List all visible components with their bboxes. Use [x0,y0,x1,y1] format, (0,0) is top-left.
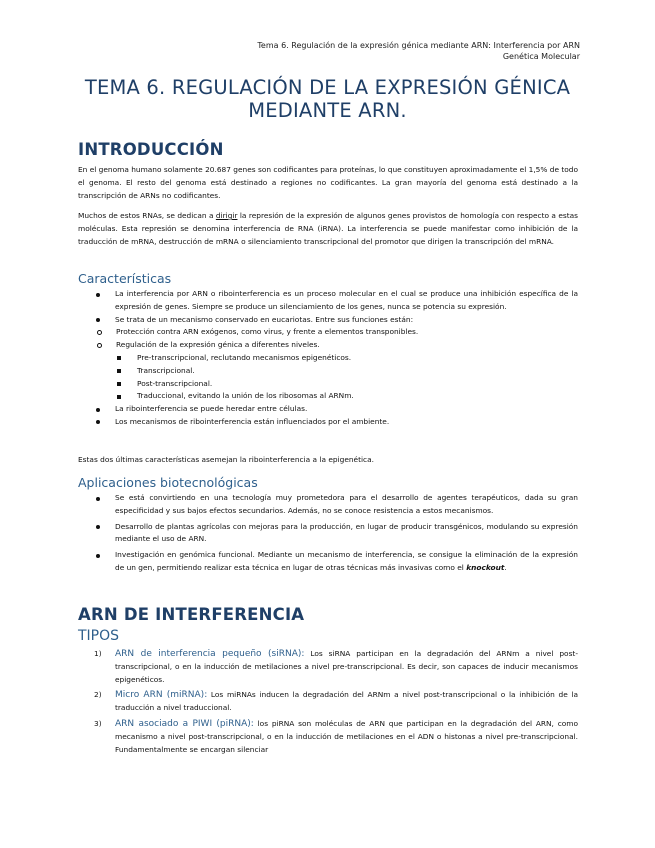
introduccion-paragraph-1: En el genoma humano solamente 20.687 genes son codificantes para proteínas, lo que constituyen aproximadamente el 1,5% de todo el genoma. El resto del genoma está destinado a regiones no codificantes. La gran mayoría del genoma está destinado a la transcripción de ARNs no codificantes. [78,165,578,200]
list-item: Investigación en genómica funcional. Mediante un mecanismo de interferencia, se consigue la eliminación de la expresión de un gen, permitiendo realizar esta técnica en lugar de otras técnicas más invasivas como el knockout. [78,549,578,575]
list-item: Transcripcional. [78,365,578,378]
knockout-term: knockout [466,562,505,572]
niveles-list [78,352,578,403]
tipos-heading: TIPOS [78,628,120,644]
list-item: Desarrollo de plantas agrícolas con mejoras para la producción, en lugar de producir transgénicos, modulando su expresión mediante el uso de ARN. [78,521,578,547]
document-title [70,76,585,122]
list-item: Pre-transcripcional, reclutando mecanismos epigenéticos. [78,352,578,365]
list-item: La interferencia por ARN o ribointerferencia es un proceso molecular en el cual se produce una inhibición específica de la expresión de genes. Siempre se produce un silenciamiento de los genes, nunca se potencia su expresión. [78,288,578,314]
list-item: Se está convirtiendo en una tecnología muy prometedora para el desarrollo de agentes terapéuticos, dada su gran especificidad y sus bajos efectos secundarios. Además, no se conoce resistencia a estos mecanismos. [78,492,578,518]
document-title-line1: TEMA 6. REGULACIÓN DE LA EXPRESIÓN GÉNICA [84,76,571,99]
list-item: Los mecanismos de ribointerferencia están influenciados por el ambiente. [78,416,578,429]
caracteristicas-heading: Características [78,271,172,286]
header-topic: Tema 6. Regulación de la expresión génica mediante ARN: Interferencia por ARN [257,41,580,50]
list-item: 3) ARN asociado a PIWI (piRNA): los piRNA son moléculas de ARN que participan en la degradación del ARN, como mecanismo a nivel post-transcripcional, o en la inducción de metilaciones en el ADN o histonas a nivel pre-transcripcional. Fundamentalmente se encargan silenciar [94,718,579,754]
page-header [160,40,580,62]
item-number: 3) [94,718,102,728]
list-item: 1) ARN de interferencia pequeño (siRNA): Los siRNA participan en la degradación del ARNm a nivel post-transcripcional, o en la inducción de metilaciones a nivel pre-transcripcional. Es decir, son capaces de inducir mecanismos epigenéticos. [94,649,578,684]
term-pirna: ARN asociado a PIWI (piRNA): [115,718,254,729]
term-mirna: Micro ARN (miRNA): [115,690,208,701]
item-number: 2) [94,690,102,700]
list-item: Se trata de un mecanismo conservado en eucariotas. Entre sus funciones están: Protección contra ARN exógenos, como virus, y frente a elementos transponibles. Regulación de la expresión génica a diferentes niveles. Pre-transcripcional, reclutando mecanismos epigenéticos. Transcripcional. Post-transcripcional. Traduccional, evitando la unión de los ribosomas al ARNm. [78,314,578,404]
list-item: 2) Micro ARN (miRNA): Los miRNAs inducen la degradación del ARNm a nivel post-transcripcional o la inhibición de la traducción a nivel traduccional. [94,690,579,713]
list-item: Protección contra ARN exógenos, como virus, y frente a elementos transponibles. [78,326,578,339]
aplicaciones-heading: Aplicaciones biotecnológicas [78,475,258,490]
term-sirna: ARN de interferencia pequeño (siRNA): [115,649,305,659]
introduccion-heading: INTRODUCCIÓN [78,140,224,159]
funciones-list [78,326,578,403]
caracteristicas-note: Estas dos últimas características asemejan la ribointerferencia a la epigenética. [78,455,374,464]
document-title-line2: MEDIANTE ARN. [248,99,407,122]
underlined-word: dirigir [215,211,238,220]
list-item: Post-transcripcional. [78,378,578,391]
caracteristicas-list [78,288,578,429]
header-subject: Genética Molecular [502,52,580,61]
list-item: Traduccional, evitando la unión de los ribosomas al ARNm. [78,390,578,403]
arn-interferencia-heading: ARN DE INTERFERENCIA [78,605,305,624]
tipos-list [78,648,578,756]
introduccion-paragraph-2: Muchos de estos RNAs, se dedican a dirigir la represión de la expresión de algunos genes provistos de homología con respecto a estas moléculas. Esta represión se denomina interferencia de RNA (iRNA). La interferencia se puede manifestar como inhibición de la traducción de mRNA, destrucción de mRNA o silenciamiento transcripcional del promotor que dirigen la transcripción del mRNA. [78,211,578,246]
list-item: Regulación de la expresión génica a diferentes niveles. Pre-transcripcional, reclutando mecanismos epigenéticos. Transcripcional. Post-transcripcional. Traduccional, evitando la unión de los ribosomas al ARNm. [78,339,578,403]
aplicaciones-list [78,492,578,575]
item-number: 1) [94,649,102,658]
list-item: La ribointerferencia se puede heredar entre células. [78,403,578,416]
